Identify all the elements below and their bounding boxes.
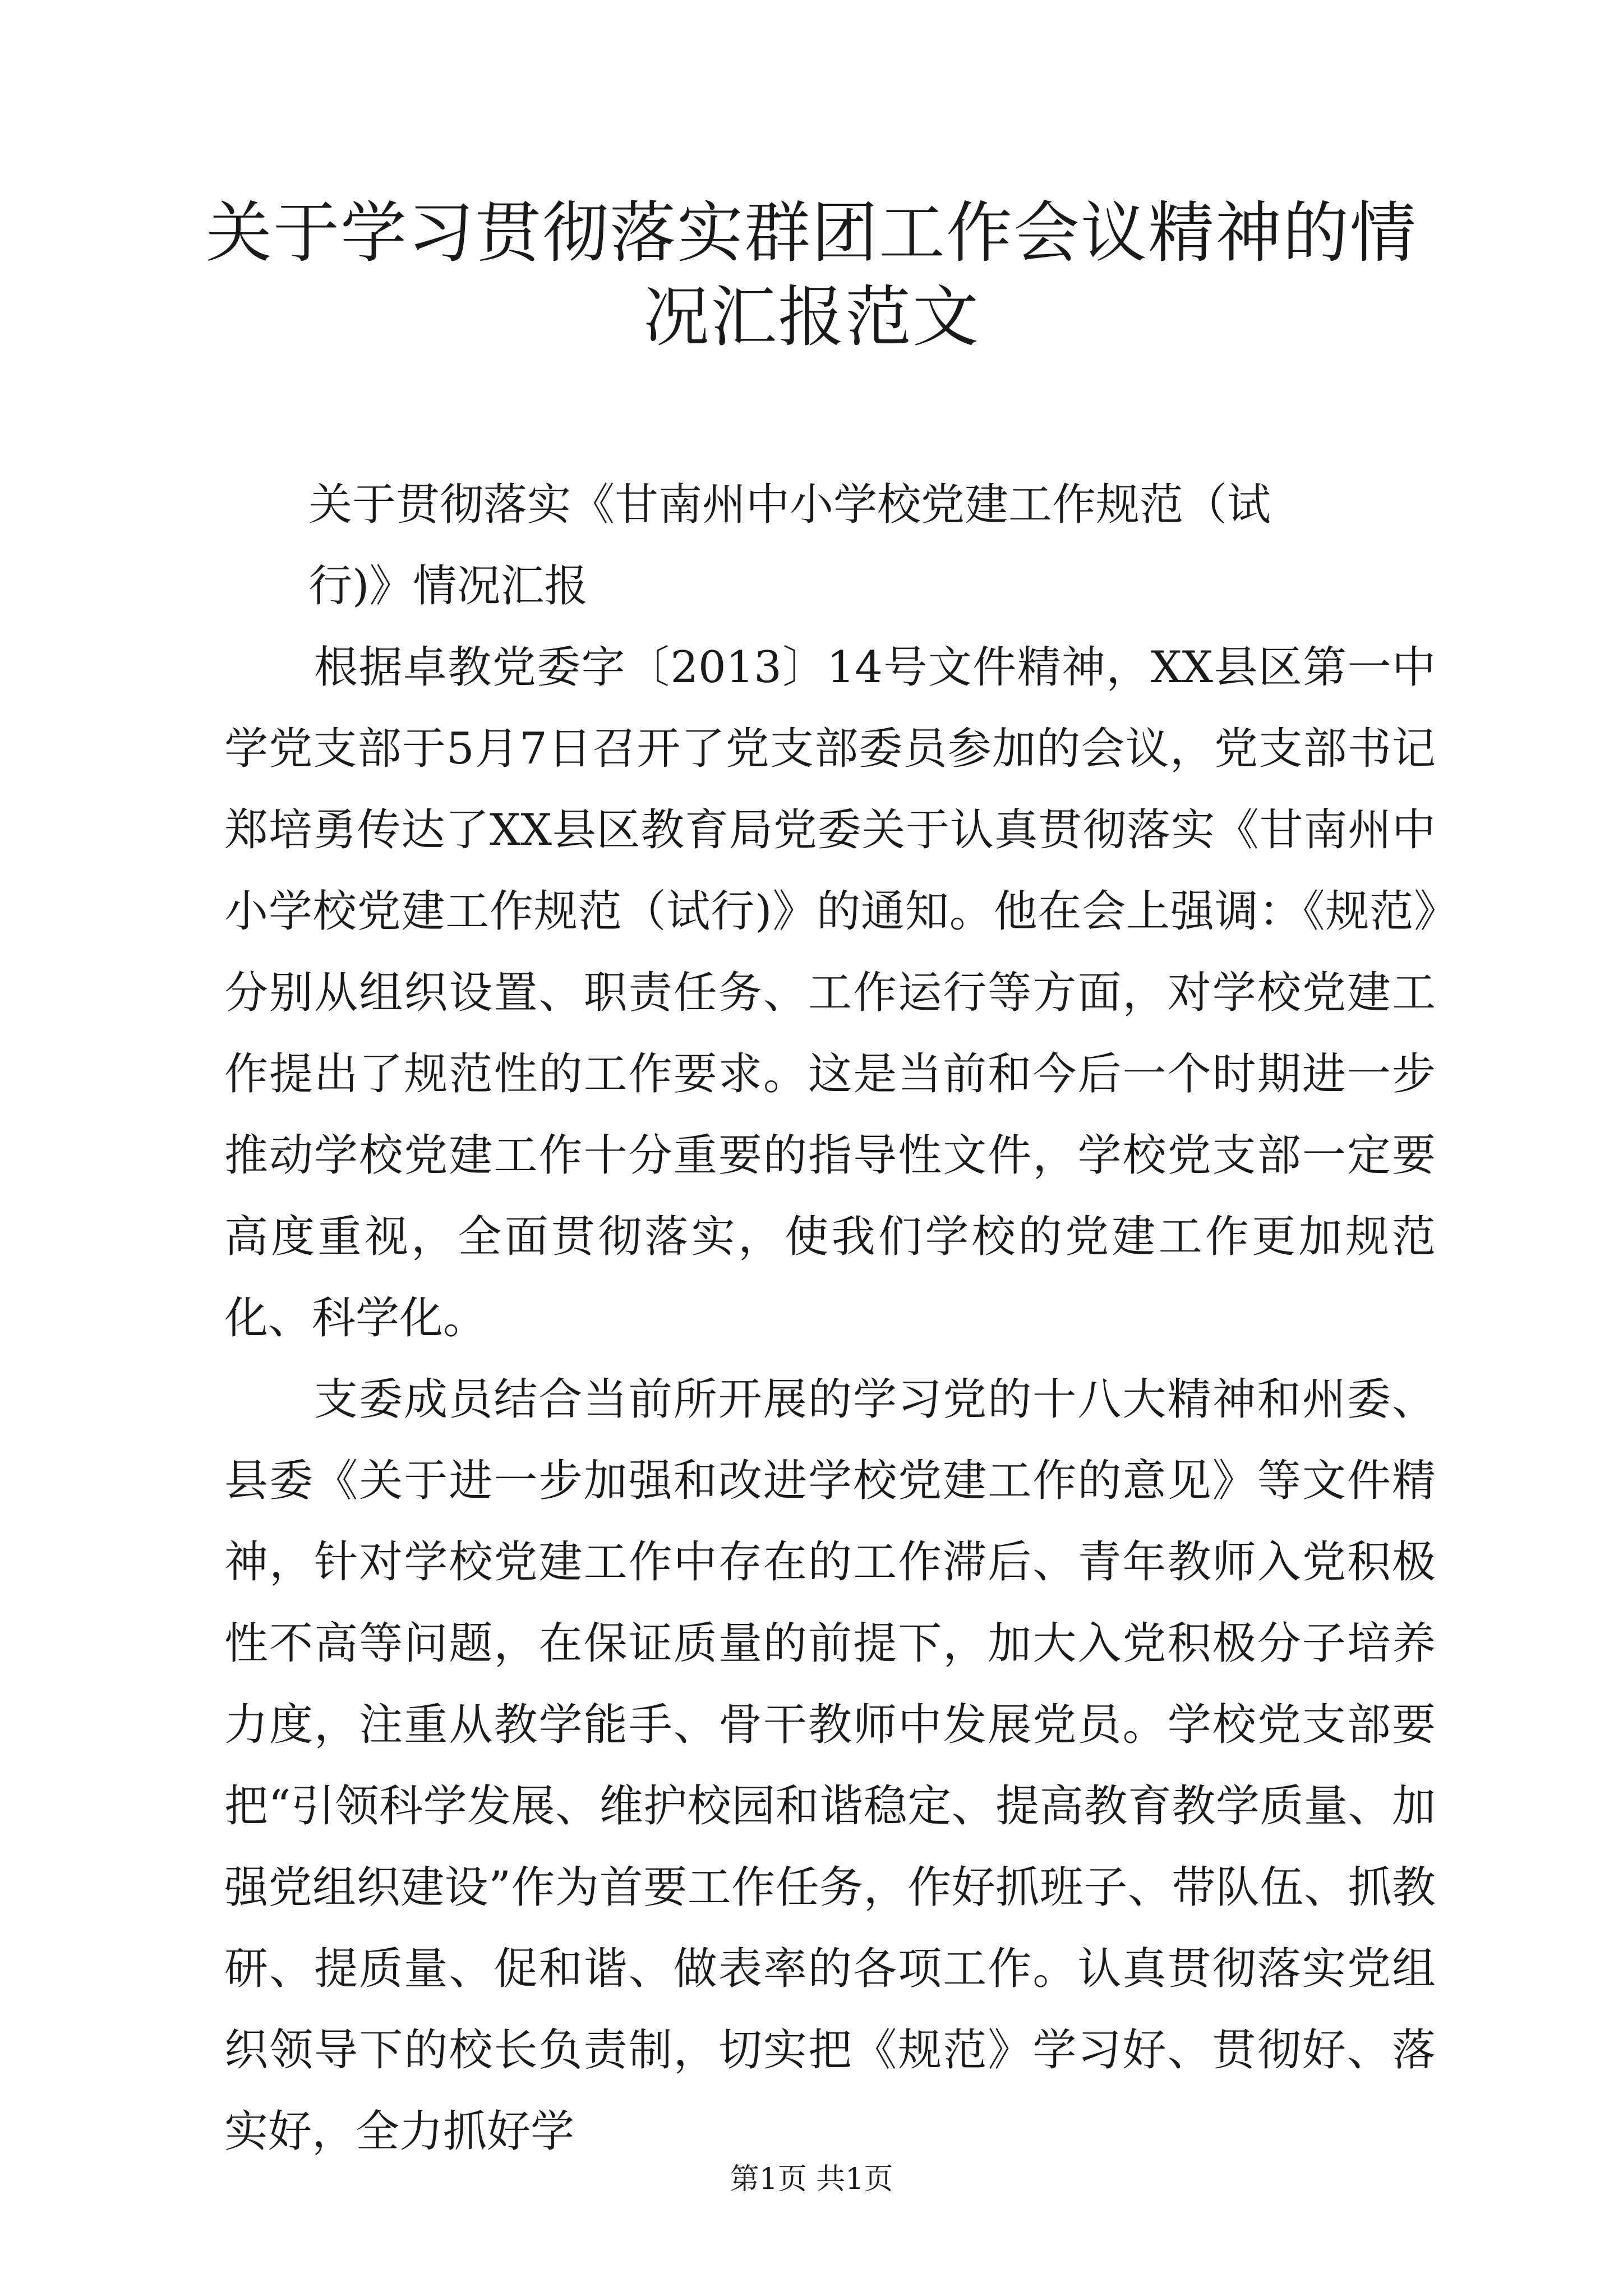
subtitle-line-1: 关于贯彻落实《甘南州中小学校党建工作规范（试: [308, 480, 1271, 530]
document-title: 关于学习贯彻落实群团工作会议精神的情况汇报范文: [205, 194, 1417, 356]
page-footer: 第1页 共1页: [730, 2162, 893, 2196]
subtitle-line-2: 行)》情况汇报: [308, 561, 588, 611]
paragraph-1: 根据卓教党委字〔2013〕14号文件精神，XX县区第一中学党支部于5月7日召开了党支部委员参加的会议，党支部书记郑培勇传达了XX县区教育局党委关于认真贯彻落实《甘南州中小学校党建工作规范（试行)》的通知。他在会上强调：《规范》分别从组织设置、职责任务、工作运行等方面，对学校党建工作提出了规范性的工作要求。这是当前和今后一个时期进一步推动学校党建工作十分重要的指导性文件，学校党支部一定要高度重视，全面贯彻落实，使我们学校的党建工作更加规范化、科学化。: [224, 642, 1436, 1343]
document-body: [224, 627, 1436, 2173]
paragraph-2: 支委成员结合当前所开展的学习党的十八大精神和州委、县委《关于进一步加强和改进学校党建工作的意见》等文件精神，针对学校党建工作中存在的工作滞后、青年教师入党积极性不高等问题，在保证质量的前提下，加大入党积极分子培养力度，注重从教学能手、骨干教师中发展党员。学校党支部要把“引领科学发展、维护校园和谐稳定、提高教育教学质量、加强党组织建设”作为首要工作任务，作好抓班子、带队伍、抓教研、提质量、促和谐、做表率的各项工作。认真贯彻落实党组织领导下的校长负责制，切实把《规范》学习好、贯彻好、落实好，全力抓好学: [224, 1374, 1436, 2157]
document-subtitle: [224, 464, 1436, 627]
